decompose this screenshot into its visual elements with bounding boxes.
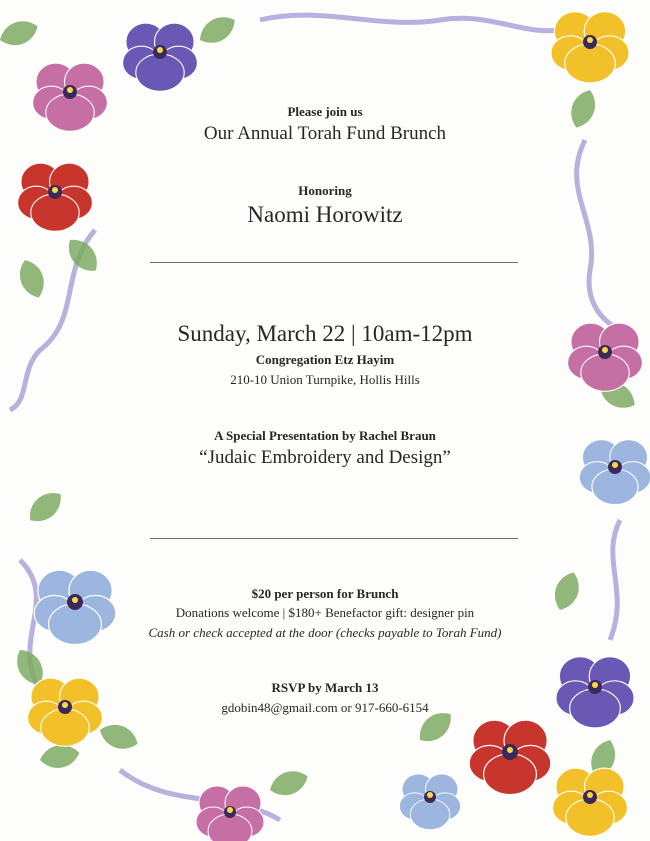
- divider-top: [150, 262, 518, 263]
- rsvp-contact: gdobin48@gmail.com or 917-660-6154: [221, 700, 429, 715]
- divider-bottom: [150, 538, 518, 539]
- payment-note: Cash or check accepted at the door (checks payable to Torah Fund): [148, 625, 502, 640]
- honoring-label: Honoring: [298, 183, 352, 198]
- rsvp-label: RSVP by March 13: [271, 680, 379, 695]
- presentation-title: “Judaic Embroidery and Design”: [199, 447, 451, 468]
- donations-line: Donations welcome | $180+ Benefactor gift: designer pin: [175, 605, 475, 620]
- date-time: Sunday, March 22 | 10am-12pm: [177, 321, 473, 346]
- honoree-name: Naomi Horowitz: [247, 202, 403, 227]
- event-name: Our Annual Torah Fund Brunch: [203, 123, 447, 144]
- venue-name: Congregation Etz Hayim: [255, 352, 395, 367]
- intro-line: Please join us: [287, 104, 363, 119]
- presentation-by: A Special Presentation by Rachel Braun: [214, 428, 436, 443]
- price-line: $20 per person for Brunch: [251, 586, 399, 601]
- venue-address: 210-10 Union Turnpike, Hollis Hills: [230, 372, 420, 387]
